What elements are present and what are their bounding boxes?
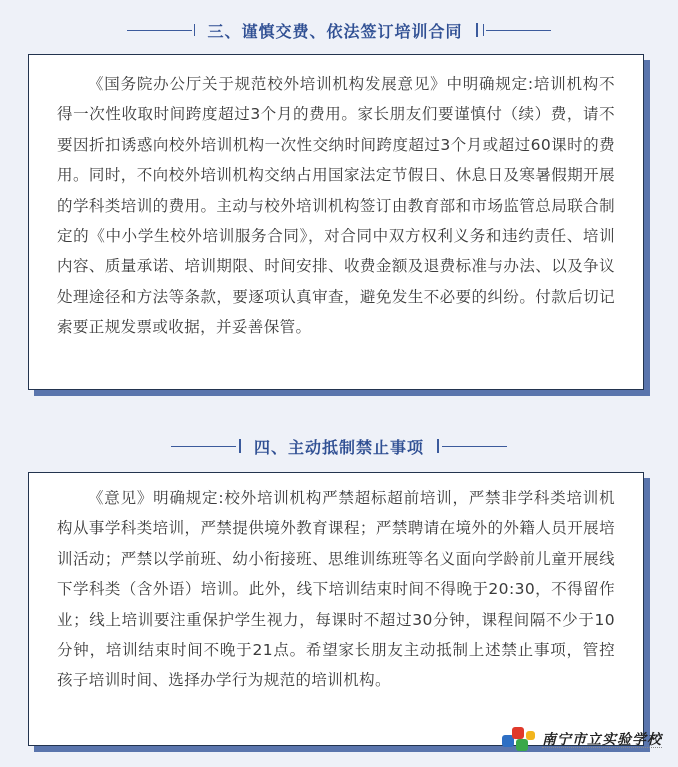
section-3-title: 三、谨慎交费、依法签订培训合同 xyxy=(207,21,463,41)
card-body xyxy=(28,472,644,746)
heading-rule-left xyxy=(127,30,192,31)
heading-bar xyxy=(476,23,478,37)
section-3-card xyxy=(28,54,650,396)
heading-rule-right xyxy=(486,30,551,31)
section-4-card xyxy=(28,472,650,752)
school-logo-icon xyxy=(502,725,536,753)
card-body xyxy=(28,54,644,390)
logo-underline xyxy=(542,747,662,750)
heading-bar xyxy=(483,24,484,36)
section-4-heading xyxy=(0,431,678,461)
heading-bar xyxy=(194,24,195,36)
section-4-paragraph: 《意见》明确规定:校外培训机构严禁超标超前培训，严禁非学科类培训机构从事学科类培训，严禁提供境外教育课程；严禁聘请在境外的外籍人员开展培训活动；严禁以学前班、幼小衔接班、思维训练班等名义面向学龄前儿童开展线下学科类（含外语）培训。此外，线下培训结束时间不得晚于20:30，不得留作业；线上培训要注重保护学生视力，每课时不超过30分钟，课程间隔不少于10分钟，培训结束时间不晚于21点。希望家长朋友主动抵制上述禁止事项，管控孩子培训时间、选择办学行为规范的培训机构。 xyxy=(57,489,615,690)
heading-rule-left xyxy=(171,446,236,447)
heading-rule-right xyxy=(442,446,507,447)
section-3-heading xyxy=(0,15,678,45)
heading-bar xyxy=(437,439,439,453)
school-logo-text: 南宁市立实验学校 xyxy=(542,732,662,748)
school-logo xyxy=(502,725,662,753)
section-3-paragraph: 《国务院办公厅关于规范校外培训机构发展意见》中明确规定:培训机构不得一次性收取时间跨度超过3个月的费用。家长朋友们要谨慎付（续）费，请不要因折扣诱惑向校外培训机构一次性交纳时间跨度超过3个月或超过60课时的费用。同时，不向校外培训机构交纳占用国家法定节假日、休息日及寒暑假期开展的学科类培训的费用。主动与校外培训机构签订由教育部和市场监管总局联合制定的《中小学生校外培训服务合同》，对合同中双方权利义务和违约责任、培训内容、质量承诺、培训期限、时间安排、收费金额及退费标准与办法、以及争议处理途径和方法等条款，要逐项认真审查，避免发生不必要的纠纷。付款后切记索要正规发票或收据，并妥善保管。 xyxy=(57,75,615,337)
heading-bar xyxy=(239,439,241,453)
section-4-title: 四、主动抵制禁止事项 xyxy=(253,437,424,457)
